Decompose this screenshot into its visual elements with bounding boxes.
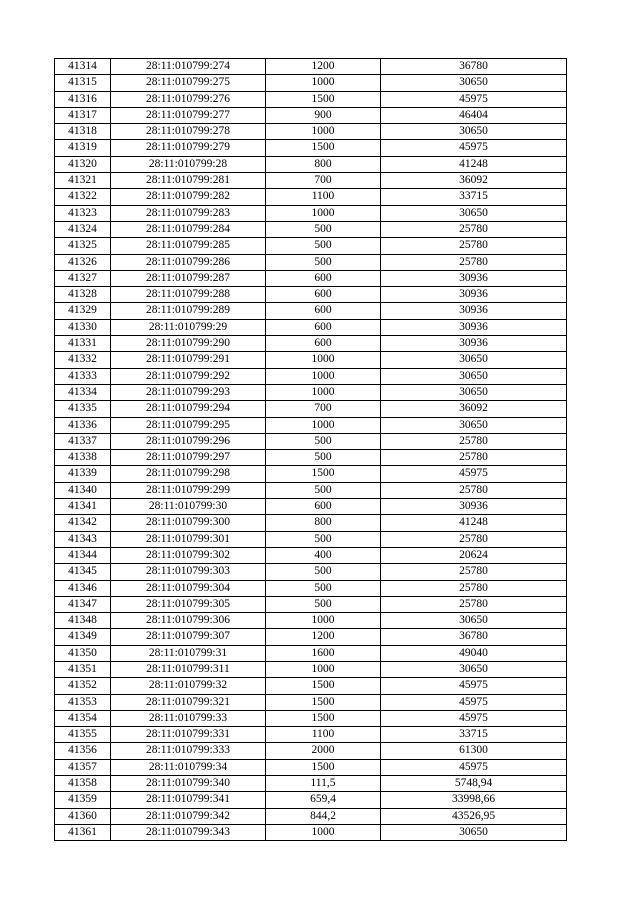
- value-cell: 25780: [381, 580, 567, 596]
- row-number-cell: 41349: [55, 629, 111, 645]
- value-cell: 45975: [381, 694, 567, 710]
- table-row: [55, 384, 567, 400]
- cadastral-number-cell: 28:11:010799:33: [111, 710, 266, 726]
- cadastral-number-cell: 28:11:010799:282: [111, 189, 266, 205]
- row-number-cell: 41355: [55, 727, 111, 743]
- row-number-cell: 41318: [55, 124, 111, 140]
- value-cell: 49040: [381, 645, 567, 661]
- table-row: [55, 189, 567, 205]
- row-number-cell: 41317: [55, 107, 111, 123]
- area-cell: 400: [266, 547, 381, 563]
- area-cell: 500: [266, 254, 381, 270]
- row-number-cell: 41352: [55, 678, 111, 694]
- area-cell: 700: [266, 401, 381, 417]
- value-cell: 45975: [381, 759, 567, 775]
- cadastral-number-cell: 28:11:010799:305: [111, 596, 266, 612]
- row-number-cell: 41341: [55, 499, 111, 515]
- value-cell: 25780: [381, 531, 567, 547]
- table-row: [55, 254, 567, 270]
- cadastral-number-cell: 28:11:010799:298: [111, 466, 266, 482]
- area-cell: 700: [266, 173, 381, 189]
- row-number-cell: 41343: [55, 531, 111, 547]
- value-cell: 45975: [381, 466, 567, 482]
- table-row: [55, 645, 567, 661]
- area-cell: 500: [266, 433, 381, 449]
- cadastral-number-cell: 28:11:010799:289: [111, 303, 266, 319]
- cadastral-number-cell: 28:11:010799:295: [111, 417, 266, 433]
- area-cell: 1000: [266, 205, 381, 221]
- row-number-cell: 41333: [55, 368, 111, 384]
- value-cell: 25780: [381, 433, 567, 449]
- area-cell: 1000: [266, 384, 381, 400]
- area-cell: 1200: [266, 629, 381, 645]
- cadastral-number-cell: 28:11:010799:281: [111, 173, 266, 189]
- cadastral-number-cell: 28:11:010799:340: [111, 776, 266, 792]
- area-cell: 1500: [266, 678, 381, 694]
- row-number-cell: 41356: [55, 743, 111, 759]
- value-cell: 30650: [381, 352, 567, 368]
- area-cell: 1000: [266, 417, 381, 433]
- row-number-cell: 41323: [55, 205, 111, 221]
- table-row: [55, 319, 567, 335]
- area-cell: 500: [266, 482, 381, 498]
- table-row: [55, 776, 567, 792]
- row-number-cell: 41351: [55, 661, 111, 677]
- table-row: [55, 564, 567, 580]
- table-row: [55, 368, 567, 384]
- cadastral-number-cell: 28:11:010799:321: [111, 694, 266, 710]
- table-row: [55, 580, 567, 596]
- value-cell: 25780: [381, 254, 567, 270]
- table-row: [55, 727, 567, 743]
- value-cell: 30650: [381, 205, 567, 221]
- value-cell: 25780: [381, 482, 567, 498]
- area-cell: 800: [266, 156, 381, 172]
- row-number-cell: 41359: [55, 792, 111, 808]
- row-number-cell: 41337: [55, 433, 111, 449]
- row-number-cell: 41345: [55, 564, 111, 580]
- value-cell: 20624: [381, 547, 567, 563]
- area-cell: 1000: [266, 824, 381, 840]
- table-body: [55, 59, 567, 841]
- table-row: [55, 156, 567, 172]
- cadastral-number-cell: 28:11:010799:286: [111, 254, 266, 270]
- area-cell: 1500: [266, 466, 381, 482]
- value-cell: 30936: [381, 336, 567, 352]
- table-row: [55, 759, 567, 775]
- table-row: [55, 433, 567, 449]
- table-row: [55, 629, 567, 645]
- area-cell: 900: [266, 107, 381, 123]
- cadastral-number-cell: 28:11:010799:291: [111, 352, 266, 368]
- area-cell: 1000: [266, 124, 381, 140]
- row-number-cell: 41340: [55, 482, 111, 498]
- value-cell: 30650: [381, 661, 567, 677]
- value-cell: 5748,94: [381, 776, 567, 792]
- cadastral-number-cell: 28:11:010799:300: [111, 515, 266, 531]
- row-number-cell: 41348: [55, 613, 111, 629]
- row-number-cell: 41334: [55, 384, 111, 400]
- area-cell: 600: [266, 336, 381, 352]
- row-number-cell: 41326: [55, 254, 111, 270]
- area-cell: 1500: [266, 694, 381, 710]
- row-number-cell: 41314: [55, 59, 111, 75]
- cadastral-number-cell: 28:11:010799:283: [111, 205, 266, 221]
- area-cell: 1000: [266, 368, 381, 384]
- area-cell: 1500: [266, 759, 381, 775]
- table-row: [55, 694, 567, 710]
- area-cell: 1500: [266, 91, 381, 107]
- table-row: [55, 482, 567, 498]
- row-number-cell: 41322: [55, 189, 111, 205]
- table-row: [55, 710, 567, 726]
- row-number-cell: 41346: [55, 580, 111, 596]
- table-row: [55, 303, 567, 319]
- cadastral-number-cell: 28:11:010799:278: [111, 124, 266, 140]
- row-number-cell: 41332: [55, 352, 111, 368]
- cadastral-number-cell: 28:11:010799:306: [111, 613, 266, 629]
- cadastral-number-cell: 28:11:010799:301: [111, 531, 266, 547]
- value-cell: 30936: [381, 303, 567, 319]
- table-row: [55, 205, 567, 221]
- cadastral-number-cell: 28:11:010799:279: [111, 140, 266, 156]
- value-cell: 45975: [381, 140, 567, 156]
- area-cell: 500: [266, 221, 381, 237]
- value-cell: 45975: [381, 91, 567, 107]
- value-cell: 33715: [381, 727, 567, 743]
- area-cell: 1500: [266, 140, 381, 156]
- value-cell: 30650: [381, 613, 567, 629]
- row-number-cell: 41319: [55, 140, 111, 156]
- value-cell: 43526,95: [381, 808, 567, 824]
- area-cell: 1200: [266, 59, 381, 75]
- cadastral-number-cell: 28:11:010799:294: [111, 401, 266, 417]
- area-cell: 600: [266, 287, 381, 303]
- cadastral-number-cell: 28:11:010799:34: [111, 759, 266, 775]
- row-number-cell: 41361: [55, 824, 111, 840]
- value-cell: 25780: [381, 564, 567, 580]
- table-row: [55, 401, 567, 417]
- row-number-cell: 41336: [55, 417, 111, 433]
- value-cell: 61300: [381, 743, 567, 759]
- area-cell: 500: [266, 596, 381, 612]
- cadastral-number-cell: 28:11:010799:343: [111, 824, 266, 840]
- table-row: [55, 499, 567, 515]
- value-cell: 30650: [381, 368, 567, 384]
- cadastral-number-cell: 28:11:010799:302: [111, 547, 266, 563]
- table-row: [55, 417, 567, 433]
- table-row: [55, 450, 567, 466]
- area-cell: 659,4: [266, 792, 381, 808]
- area-cell: 1000: [266, 352, 381, 368]
- area-cell: 600: [266, 319, 381, 335]
- value-cell: 30650: [381, 75, 567, 91]
- value-cell: 30650: [381, 384, 567, 400]
- row-number-cell: 41353: [55, 694, 111, 710]
- row-number-cell: 41325: [55, 238, 111, 254]
- table-row: [55, 124, 567, 140]
- area-cell: 600: [266, 270, 381, 286]
- land-plots-table: [54, 58, 567, 841]
- table-row: [55, 531, 567, 547]
- area-cell: 1000: [266, 613, 381, 629]
- area-cell: 844,2: [266, 808, 381, 824]
- area-cell: 500: [266, 531, 381, 547]
- cadastral-number-cell: 28:11:010799:331: [111, 727, 266, 743]
- cadastral-number-cell: 28:11:010799:277: [111, 107, 266, 123]
- row-number-cell: 41330: [55, 319, 111, 335]
- table-row: [55, 466, 567, 482]
- row-number-cell: 41324: [55, 221, 111, 237]
- value-cell: 41248: [381, 156, 567, 172]
- cadastral-number-cell: 28:11:010799:342: [111, 808, 266, 824]
- cadastral-number-cell: 28:11:010799:275: [111, 75, 266, 91]
- area-cell: 1500: [266, 710, 381, 726]
- table-row: [55, 336, 567, 352]
- value-cell: 36780: [381, 59, 567, 75]
- row-number-cell: 41344: [55, 547, 111, 563]
- row-number-cell: 41357: [55, 759, 111, 775]
- area-cell: 1100: [266, 727, 381, 743]
- area-cell: 500: [266, 450, 381, 466]
- area-cell: 500: [266, 564, 381, 580]
- cadastral-number-cell: 28:11:010799:292: [111, 368, 266, 384]
- cadastral-number-cell: 28:11:010799:276: [111, 91, 266, 107]
- cadastral-number-cell: 28:11:010799:274: [111, 59, 266, 75]
- area-cell: 1100: [266, 189, 381, 205]
- row-number-cell: 41331: [55, 336, 111, 352]
- row-number-cell: 41354: [55, 710, 111, 726]
- cadastral-number-cell: 28:11:010799:284: [111, 221, 266, 237]
- row-number-cell: 41327: [55, 270, 111, 286]
- area-cell: 1600: [266, 645, 381, 661]
- value-cell: 30936: [381, 499, 567, 515]
- area-cell: 500: [266, 238, 381, 254]
- cadastral-number-cell: 28:11:010799:341: [111, 792, 266, 808]
- area-cell: 1000: [266, 661, 381, 677]
- row-number-cell: 41347: [55, 596, 111, 612]
- value-cell: 36092: [381, 401, 567, 417]
- table-row: [55, 352, 567, 368]
- cadastral-number-cell: 28:11:010799:296: [111, 433, 266, 449]
- row-number-cell: 41339: [55, 466, 111, 482]
- cadastral-number-cell: 28:11:010799:333: [111, 743, 266, 759]
- table-row: [55, 140, 567, 156]
- cadastral-number-cell: 28:11:010799:293: [111, 384, 266, 400]
- value-cell: 41248: [381, 515, 567, 531]
- cadastral-number-cell: 28:11:010799:32: [111, 678, 266, 694]
- row-number-cell: 41342: [55, 515, 111, 531]
- cadastral-number-cell: 28:11:010799:303: [111, 564, 266, 580]
- row-number-cell: 41321: [55, 173, 111, 189]
- value-cell: 30650: [381, 417, 567, 433]
- table-row: [55, 596, 567, 612]
- cadastral-number-cell: 28:11:010799:304: [111, 580, 266, 596]
- area-cell: 800: [266, 515, 381, 531]
- cadastral-number-cell: 28:11:010799:30: [111, 499, 266, 515]
- value-cell: 25780: [381, 450, 567, 466]
- cadastral-number-cell: 28:11:010799:288: [111, 287, 266, 303]
- table-row: [55, 91, 567, 107]
- row-number-cell: 41335: [55, 401, 111, 417]
- value-cell: 45975: [381, 678, 567, 694]
- area-cell: 111,5: [266, 776, 381, 792]
- table-row: [55, 743, 567, 759]
- value-cell: 30650: [381, 824, 567, 840]
- table-row: [55, 238, 567, 254]
- cadastral-number-cell: 28:11:010799:31: [111, 645, 266, 661]
- table-row: [55, 613, 567, 629]
- row-number-cell: 41328: [55, 287, 111, 303]
- row-number-cell: 41350: [55, 645, 111, 661]
- value-cell: 36780: [381, 629, 567, 645]
- table-row: [55, 808, 567, 824]
- area-cell: 600: [266, 303, 381, 319]
- row-number-cell: 41329: [55, 303, 111, 319]
- cadastral-number-cell: 28:11:010799:297: [111, 450, 266, 466]
- cadastral-number-cell: 28:11:010799:290: [111, 336, 266, 352]
- table-row: [55, 59, 567, 75]
- table-row: [55, 792, 567, 808]
- value-cell: 25780: [381, 238, 567, 254]
- value-cell: 25780: [381, 221, 567, 237]
- row-number-cell: 41338: [55, 450, 111, 466]
- cadastral-number-cell: 28:11:010799:28: [111, 156, 266, 172]
- table-row: [55, 661, 567, 677]
- value-cell: 46404: [381, 107, 567, 123]
- area-cell: 500: [266, 580, 381, 596]
- value-cell: 45975: [381, 710, 567, 726]
- table-row: [55, 173, 567, 189]
- table-row: [55, 824, 567, 840]
- table-row: [55, 221, 567, 237]
- cadastral-number-cell: 28:11:010799:287: [111, 270, 266, 286]
- table-row: [55, 270, 567, 286]
- value-cell: 30936: [381, 270, 567, 286]
- table-row: [55, 547, 567, 563]
- row-number-cell: 41358: [55, 776, 111, 792]
- row-number-cell: 41320: [55, 156, 111, 172]
- cadastral-number-cell: 28:11:010799:311: [111, 661, 266, 677]
- table-row: [55, 75, 567, 91]
- area-cell: 600: [266, 499, 381, 515]
- value-cell: 33715: [381, 189, 567, 205]
- table-row: [55, 287, 567, 303]
- cadastral-number-cell: 28:11:010799:299: [111, 482, 266, 498]
- table-row: [55, 107, 567, 123]
- value-cell: 30650: [381, 124, 567, 140]
- value-cell: 33998,66: [381, 792, 567, 808]
- value-cell: 30936: [381, 319, 567, 335]
- value-cell: 36092: [381, 173, 567, 189]
- area-cell: 1000: [266, 75, 381, 91]
- value-cell: 30936: [381, 287, 567, 303]
- cadastral-number-cell: 28:11:010799:285: [111, 238, 266, 254]
- row-number-cell: 41315: [55, 75, 111, 91]
- value-cell: 25780: [381, 596, 567, 612]
- table-row: [55, 678, 567, 694]
- row-number-cell: 41316: [55, 91, 111, 107]
- row-number-cell: 41360: [55, 808, 111, 824]
- area-cell: 2000: [266, 743, 381, 759]
- table-row: [55, 515, 567, 531]
- cadastral-number-cell: 28:11:010799:307: [111, 629, 266, 645]
- cadastral-number-cell: 28:11:010799:29: [111, 319, 266, 335]
